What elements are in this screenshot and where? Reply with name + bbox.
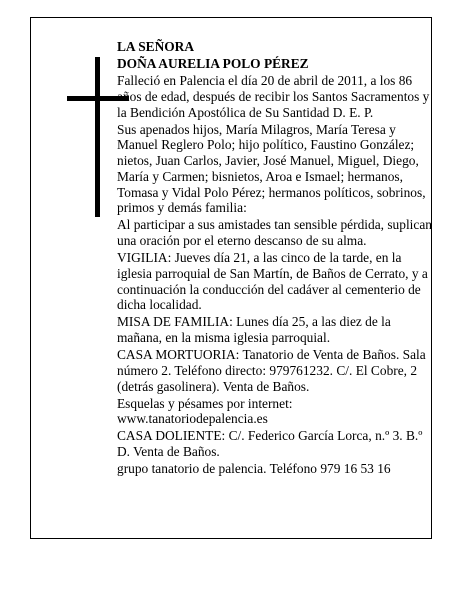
family-paragraph: Sus apenados hijos, María Milagros, María Teresa y Manuel Reglero Polo; hijo político, Faustino González; nietos, Juan Carlos, Javier, José Manuel, Miguel, Diego, María y Carmen; bisnietos, Aroa e Ismael; hermanos, Tomasa y Vidal Polo Pérez; hermanos políticos, sobrinos, primos y demás familia:	[117, 121, 426, 216]
family-mass-paragraph: MISA DE FAMILIA: Lunes día 25, a las diez de la mañana, en la misma iglesia parroquial.	[117, 314, 391, 345]
vigil-paragraph: VIGILIA: Jueves día 21, a las cinco de la tarde, en la iglesia parroquial de San Martín, de Baños de Cerrato, y a continuación la conducción del cadáver al cementerio de dicha localidad.	[117, 250, 428, 313]
cross-vertical-bar	[95, 57, 100, 217]
mourning-house-paragraph: CASA DOLIENTE: C/. Federico García Lorca, n.º 3. B.º D. Venta de Baños.	[117, 428, 423, 460]
funeral-home-paragraph: CASA MORTUORIA: Tanatorio de Venta de Baños. Sala número 2. Teléfono directo: 979761232. C/. El Cobre, 2 (detrás gasolinera). Venta de Baños.	[117, 347, 426, 394]
prayer-paragraph: Al participar a sus amistades tan sensible pérdida, suplican una oración por el eterno descanso de su alma.	[117, 217, 432, 248]
title-line-1: LA SEÑORA	[117, 39, 195, 54]
obituary-frame	[30, 17, 432, 539]
obituary-text	[117, 39, 433, 478]
funeral-group-paragraph: grupo tanatorio de palencia. Teléfono 979 16 53 16	[117, 461, 391, 477]
deceased-name: DOÑA AURELIA POLO PÉREZ	[117, 56, 309, 72]
internet-condolences-paragraph: Esquelas y pésames por internet: www.tanatoriodepalencia.es	[117, 395, 293, 427]
death-paragraph: Falleció en Palencia el día 20 de abril de 2011, a los 86 años de edad, después de recibir los Santos Sacramentos y la Bendición Apostólica de Su Santidad D. E. P.	[117, 73, 430, 120]
